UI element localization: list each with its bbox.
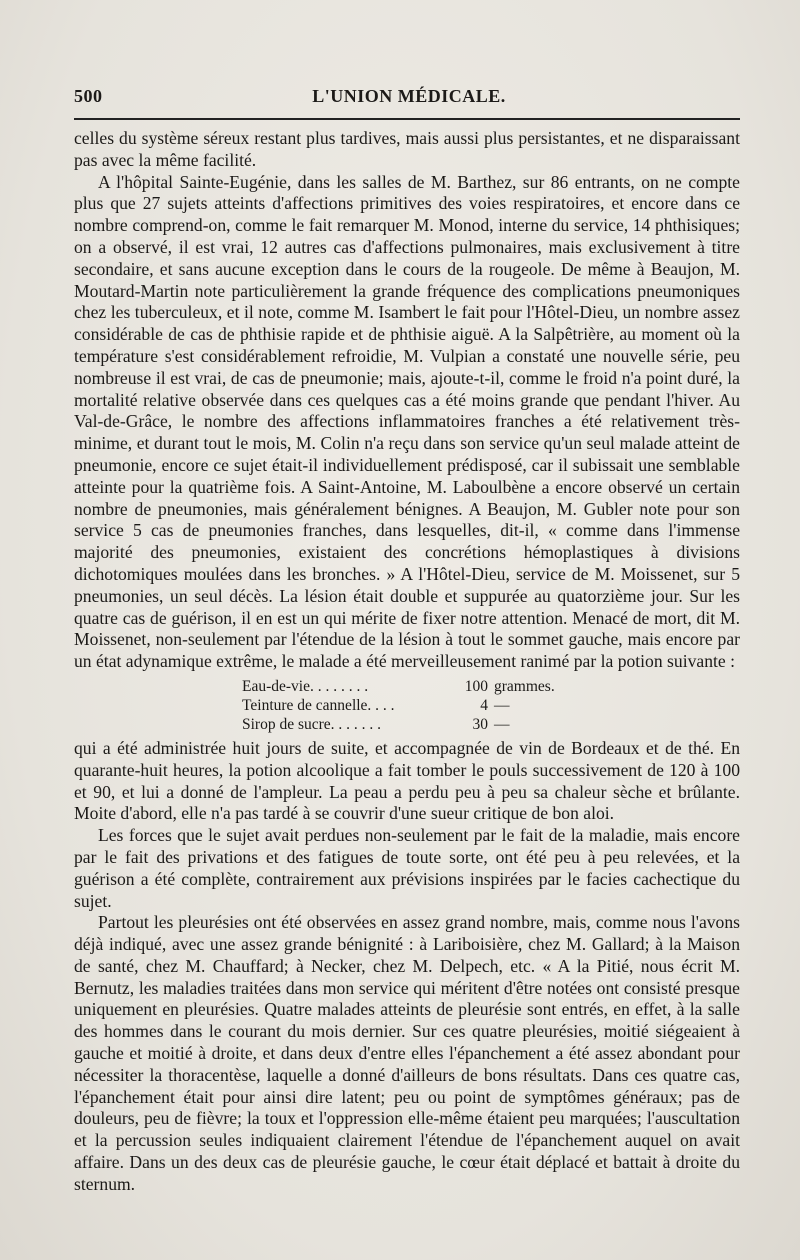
header-rule [74,118,740,120]
running-title: L'UNION MÉDICALE. [312,86,506,106]
prescription-row [242,715,740,734]
ingredient-name: Eau-de-vie. . . . . . . . [242,677,369,695]
ingredient-name: Sirop de sucre. . . . . . . [242,715,382,733]
ingredient-unit: — [494,696,510,714]
ingredient-amount: 30 [472,715,488,733]
article-body [74,128,740,1196]
ingredient-amount: 100 [464,677,488,695]
ingredient-unit: — [494,715,510,733]
prescription-row [242,696,740,715]
ingredient-name: Teinture de cannelle. . . . [242,696,395,714]
page-header [74,86,744,112]
paragraph: qui a été administrée huit jours de suite, et accompagnée de vin de Bordeaux et de thé. En quarante-huit heures, la potion alcoolique a fait tomber le pouls successivement de 120 à 100 et 90, et lui a donné de l'ampleur. La peau a perdu peu à peu sa chaleur sèche et brûlante. Moite d'abord, elle n'a pas tardé à se couvrir d'une sueur critique de bon aloi. [74,737,740,824]
paragraph: A l'hôpital Sainte-Eugénie, dans les salles de M. Barthez, sur 86 entrants, on ne compte plus que 27 sujets atteints d'affections primitives des voies respiratoires, et encore dans ce nombre comprend-on, comme le fait remarquer M. Monod, interne du service, 14 phthisiques; on a observé, il est vrai, 12 autres cas d'affections pulmonaires, mais exclusivement à titre secondaire, et sans aucune exception dans le cours de la rougeole. De même à Beaujon, M. Moutard-Martin note particulièrement la grande fréquence des complications pneumoniques chez les tuberculeux, et il note, comme M. Isambert le fait pour l'Hôtel-Dieu, un nombre assez considérable de cas de phthisie rapide et de phthisie aiguë. A la Salpêtrière, au moment où la température s'est considérablement refroidie, M. Vulpian a constaté une nouvelle série, peu nombreuse il est vrai, de cas de pneumonie; mais, ajoute-t-il, comme le froid n'a point duré, la mortalité relative observée dans ces quelques cas a été moins grande que pendant l'hiver. Au Val-de-Grâce, le nombre des affections inflammatoires franches a été relativement très-minime, et durant tout le mois, M. Colin n'a reçu dans son service qu'un seul malade atteint de pneumonie, encore ce sujet était-il individuellement prédisposé, car il subissait une semblable atteinte pour la quatrième fois. A Saint-Antoine, M. Laboulbène a encore observé un certain nombre de pneumonies, mais généralement bénignes. A Beaujon, M. Gubler note pour son service 5 cas de pneumonies franches, dans lesquelles, dit-il, « comme dans l'immense majorité des pneumonies, existaient des concrétions hémoplastiques à divisions dichotomiques moulées dans les bronches. » A l'Hôtel-Dieu, service de M. Moissenet, sur 5 pneumonies, un seul décès. La lésion était double et suppurée au quatorzième jour. Sur les quatre cas de guérison, il en est un qui mérite de fixer notre attention. Menacé de mort, dit M. Moissenet, non-seulement par l'étendue de la lésion à tout le sommet gauche, mais encore par un état adynamique extrême, le malade a été merveilleusement ranimé par la potion suivante : [74,171,740,672]
page-number: 500 [74,86,103,106]
ingredient-unit: grammes. [494,677,555,695]
paragraph: celles du système séreux restant plus tardives, mais aussi plus persistantes, et ne disparaissant pas avec la même facilité. [74,128,740,170]
paragraph: Les forces que le sujet avait perdues non-seulement par le fait de la maladie, mais encore par le fait des privations et des fatigues de toute sorte, ont été peu à peu relevées, et la guérison a été complète, contrairement aux prévisions inspirées par le facies cachectique du sujet. [74,825,740,911]
prescription-table [242,677,740,734]
paragraph: Partout les pleurésies ont été observées en assez grand nombre, mais, comme nous l'avons déjà indiqué, avec une assez grande bénignité : à Lariboisière, chez M. Gallard; à la Maison de santé, chez M. Chauffard; à Necker, chez M. Delpech, etc. « A la Pitié, nous écrit M. Bernutz, les maladies traitées dans mon service qui méritent d'être notées ont consisté presque uniquement en pleurésies. Quatre malades atteints de pleurésie sont entrés, en effet, à la salle des hommes dans le courant du mois dernier. Sur ces quatre pleurésies, moitié siégeaient à gauche et moitié à droite, et dans deux d'entre elles l'épanchement a été assez abondant pour nécessiter la thoracentèse, laquelle a donné d'ailleurs de bons résultats. Dans ces quatre cas, l'épanchement était pour ainsi dire latent; peu ou point de symptômes généraux; pas de douleurs, peu de fièvre; la toux et l'oppression elle-même étaient peu marquées; l'auscultation et la percussion seules indiquaient clairement l'étendue de l'épanchement auquel on avait affaire. Dans un des deux cas de pleurésie gauche, le cœur était déplacé et battait à droite du sternum. [74,912,740,1194]
ingredient-amount: 4 [480,696,488,714]
prescription-row [242,677,740,696]
